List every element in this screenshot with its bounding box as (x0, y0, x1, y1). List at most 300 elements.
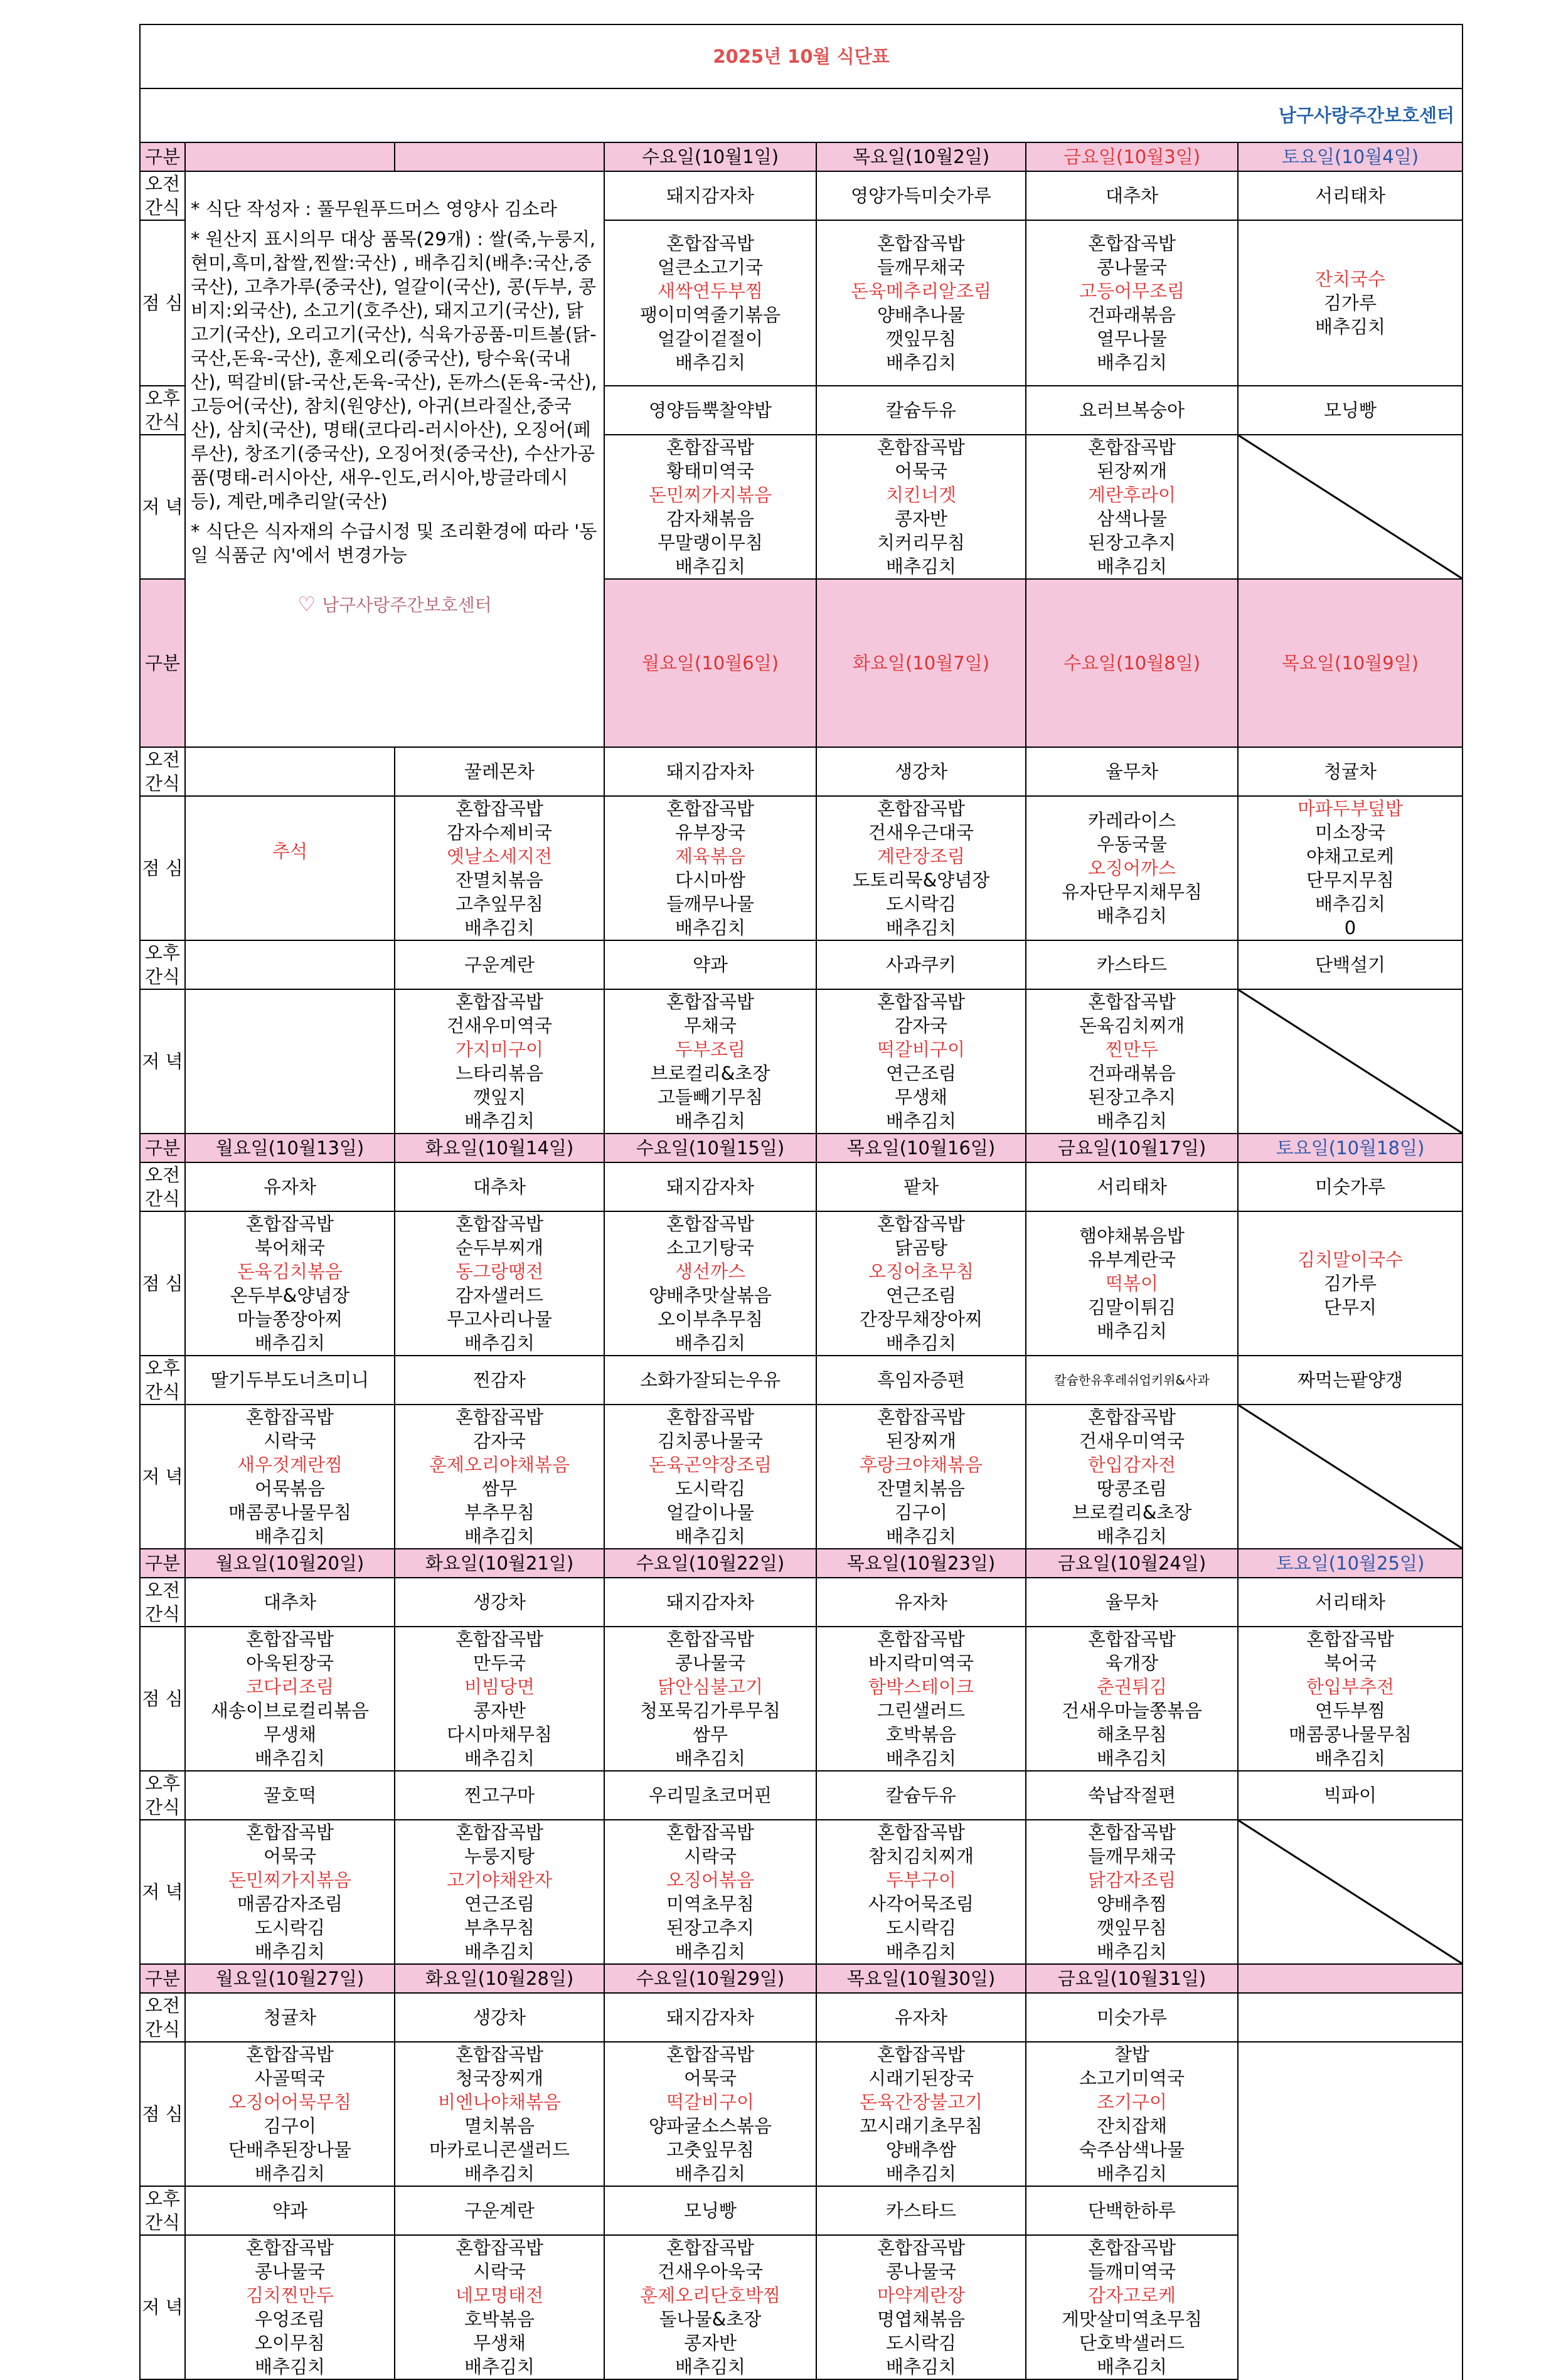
menu-item: 혼합잡곡밥 (455, 2237, 544, 2258)
menu-item: 멸치볶음 (464, 2115, 535, 2137)
menu-item: 배추김치 (885, 1748, 957, 1769)
menu-item: 혼합잡곡밥 (455, 1822, 544, 1843)
center-name: 남구사랑주간보호센터 (140, 88, 1463, 142)
menu-item: 유부장국 (674, 822, 746, 843)
menu-item: 코다리조림 (245, 1676, 334, 1697)
menu-item: 콩자반 (472, 1700, 526, 1721)
day-header: 수요일(10월29일) (604, 1964, 816, 1993)
menu-item: 청국장찌개 (455, 2068, 544, 2089)
menu-item: 연두부찜 (1315, 1700, 1386, 1721)
menu-item: 떡갈비구이 (877, 1039, 966, 1060)
menu-item: 양배추나물 (877, 304, 966, 326)
day-header: 화요일(10월14일) (395, 1134, 604, 1162)
menu-item: 오징어초무침 (868, 1261, 974, 1282)
menu-item: 김가루 (1324, 292, 1377, 314)
afternoon-snack-cell: 사과쿠키 (816, 940, 1026, 989)
lunch-cell (185, 1627, 395, 1771)
menu-item: 매콤콩나물무침 (228, 1502, 352, 1523)
menu-item: 배추김치 (464, 1332, 535, 1354)
menu-item: 고추잎무침 (455, 893, 544, 915)
center-logo-text: 남구사랑주간보호센터 (322, 595, 492, 615)
afternoon-snack-cell: 칼슘두유 (816, 1771, 1026, 1820)
menu-item: 온두부&양념장 (230, 1285, 350, 1306)
dinner-cell (604, 1405, 816, 1549)
lunch-cell (816, 1627, 1026, 1771)
menu-item: 아욱된장국 (245, 1652, 334, 1674)
menu-item: 해초무침 (1096, 1724, 1168, 1745)
menu-item: 시락국 (263, 1430, 317, 1452)
menu-item: 오징어까스 (1087, 858, 1176, 879)
row-label: 오후 간식 (140, 2186, 185, 2235)
row-label: 오후 간식 (140, 386, 185, 435)
row-label: 구분 (140, 1964, 185, 1993)
menu-item: 잔멸치볶음 (455, 869, 544, 891)
day-header: 월요일(10월13일) (185, 1134, 395, 1162)
menu-item: 다시마채무침 (446, 1724, 553, 1745)
dinner-cell (1026, 2235, 1238, 2379)
menu-item: 배추김치 (1096, 1526, 1168, 1547)
menu-item: 혼합잡곡밥 (877, 1213, 966, 1235)
day-header: 금요일(10월17일) (1026, 1134, 1238, 1162)
morning-snack-cell: 생강차 (395, 1993, 604, 2042)
menu-item: 혼합잡곡밥 (245, 2044, 334, 2065)
menu-table-body (140, 24, 1463, 2379)
menu-item: 브로컬리&초장 (650, 1063, 770, 1084)
menu-item: 호박볶음 (464, 2308, 535, 2330)
afternoon-snack-cell: 모닝빵 (604, 2186, 816, 2235)
menu-item: 도시락김 (885, 1917, 957, 1938)
menu-item: 훈제오리단호박찜 (639, 2285, 781, 2306)
menu-item: 북어채국 (254, 1237, 326, 1258)
menu-item: 도시락김 (885, 2332, 957, 2354)
dinner-cell (185, 1405, 395, 1549)
menu-item: 무채국 (683, 1015, 737, 1036)
dinner-cell (604, 1820, 816, 1964)
menu-item: 배추김치 (674, 1332, 746, 1354)
menu-item: 배추김치 (1096, 2356, 1168, 2377)
menu-item: 감자샐러드 (455, 1285, 544, 1306)
afternoon-snack-cell: 카스타드 (1026, 940, 1238, 989)
day-header (395, 142, 604, 171)
menu-item: 배추김치 (1315, 1748, 1386, 1769)
menu-item: 건새우미역국 (446, 1015, 553, 1036)
afternoon-snack-cell: 모닝빵 (1238, 386, 1463, 435)
menu-item: 감자채볶음 (666, 508, 755, 529)
morning-snack-cell: 돼지감자차 (604, 1162, 816, 1211)
menu-item: 배추김치 (674, 352, 746, 373)
menu-item: 순두부찌개 (455, 1237, 544, 1258)
day-header: 토요일(10월4일) (1238, 142, 1463, 171)
menu-item: 떡볶이 (1105, 1273, 1159, 1294)
menu-item: 연근조림 (885, 1285, 957, 1306)
morning-snack-cell: 청귤차 (185, 1993, 395, 2042)
day-header: 목요일(10월16일) (816, 1134, 1026, 1162)
menu-item: 추석 (272, 841, 308, 862)
menu-item: 감자국 (894, 1015, 948, 1036)
day-header: 월요일(10월27일) (185, 1964, 395, 1993)
dinner-cell (395, 1820, 604, 1964)
menu-item: 배추김치 (1315, 893, 1386, 915)
menu-item: 얼큰소고기국 (657, 257, 764, 278)
morning-snack-cell: 서리태차 (1238, 1578, 1463, 1627)
menu-item: 미역초무침 (666, 1893, 755, 1915)
morning-snack-row (140, 1993, 1463, 2042)
day-header: 금요일(10월31일) (1026, 1964, 1238, 1993)
morning-snack-cell: 청귤차 (1238, 747, 1463, 796)
lunch-cell (604, 220, 816, 386)
menu-item: 고등어무조림 (1079, 280, 1185, 302)
menu-item: 게맛살미역초무침 (1061, 2308, 1203, 2330)
menu-item: 북어국 (1324, 1652, 1377, 1674)
menu-item: 혼합잡곡밥 (666, 2237, 755, 2258)
center-logo (191, 592, 599, 617)
menu-item: 숙주삼색나물 (1079, 2139, 1185, 2160)
row-label: 오전 간식 (140, 1162, 185, 1211)
lunch-row (140, 1627, 1463, 1771)
afternoon-snack-cell: 카스타드 (816, 2186, 1026, 2235)
afternoon-snack-cell: 우리밀초코머핀 (604, 1771, 816, 1820)
afternoon-snack-cell: 약과 (185, 2186, 395, 2235)
heart-icon: ♡ (297, 592, 322, 616)
menu-item: 김치말이국수 (1297, 1249, 1404, 1270)
dinner-cell (1238, 435, 1463, 579)
day-header: 수요일(10월8일) (1026, 579, 1238, 747)
dinner-cell (1238, 1820, 1463, 1964)
menu-item: 배추김치 (1096, 2163, 1168, 2184)
menu-item: 혼합잡곡밥 (245, 2237, 334, 2258)
morning-snack-cell: 유자차 (816, 1993, 1026, 2042)
note-change: * 식단은 식자재의 수급시정 및 조리환경에 따라 '동일 식품군 內'에서 변경가능 (191, 521, 597, 566)
menu-item: 제육볶음 (674, 846, 746, 867)
dinner-cell (1026, 1820, 1238, 1964)
menu-item: 훈제오리야채볶음 (429, 1454, 570, 1475)
menu-item: 혼합잡곡밥 (877, 798, 966, 819)
menu-item: 도시락김 (674, 1478, 746, 1499)
menu-item: 마파두부덮밥 (1297, 798, 1404, 819)
row-label: 오후 간식 (140, 1771, 185, 1820)
menu-item: 단무지무침 (1306, 869, 1395, 891)
lunch-cell (1238, 1211, 1463, 1356)
dinner-cell (185, 1820, 395, 1964)
lunch-cell (1026, 1627, 1238, 1771)
menu-item: 배추김치 (885, 1332, 957, 1354)
menu-item: 잔치국수 (1315, 268, 1386, 290)
morning-snack-cell: 대추차 (185, 1578, 395, 1627)
lunch-cell (816, 1211, 1026, 1356)
menu-item: 배추김치 (1096, 1110, 1168, 1132)
menu-item: 닭안심불고기 (657, 1676, 764, 1697)
menu-item: 배추김치 (464, 1110, 535, 1132)
menu-item: 배추김치 (885, 2356, 957, 2377)
dinner-cell (604, 989, 816, 1134)
menu-item: 배추김치 (674, 1526, 746, 1547)
menu-item: 오이부추무침 (657, 1309, 764, 1330)
menu-item: 배추김치 (885, 1110, 957, 1132)
menu-item: 돈육메추리알조림 (850, 280, 992, 302)
menu-item: 유부계란국 (1087, 1249, 1176, 1270)
dinner-cell (816, 435, 1026, 579)
menu-item: 건새우아욱국 (657, 2261, 764, 2282)
menu-item: 혼합잡곡밥 (455, 1628, 544, 1650)
menu-item: 혼합잡곡밥 (877, 2044, 966, 2065)
menu-item: 돌나물&초장 (659, 2308, 762, 2330)
menu-item: 유자단무지채무침 (1061, 881, 1203, 903)
menu-item: 배추김치 (464, 2356, 535, 2377)
dinner-cell (395, 1405, 604, 1549)
menu-item: 혼합잡곡밥 (455, 1406, 544, 1428)
lunch-cell (1238, 1627, 1463, 1771)
menu-item: 오징어어묵무침 (228, 2091, 352, 2113)
menu-item: 배추김치 (254, 1332, 326, 1354)
menu-item: 배추김치 (674, 917, 746, 938)
morning-snack-cell (185, 747, 395, 796)
menu-item: 돈육곤약장조림 (648, 1454, 772, 1475)
menu-item: 두부조림 (674, 1039, 746, 1060)
morning-snack-cell: 대추차 (1026, 171, 1238, 220)
menu-item: 혼합잡곡밥 (877, 437, 966, 458)
menu-item: 건파래볶음 (1087, 1063, 1176, 1084)
menu-item: 쌈무 (481, 1478, 518, 1499)
menu-item: 배추김치 (885, 1526, 957, 1547)
afternoon-snack-cell: 단백설기 (1238, 940, 1463, 989)
menu-item: 생선까스 (674, 1261, 746, 1282)
menu-item: 동그랑땡전 (455, 1261, 544, 1282)
menu-item: 양파굴소스볶음 (648, 2115, 772, 2137)
menu-item: 느타리볶음 (455, 1063, 544, 1084)
dinner-cell (395, 989, 604, 1134)
morning-snack-cell: 대추차 (395, 1162, 604, 1211)
dinner-row (140, 2235, 1463, 2379)
menu-item: 혼합잡곡밥 (666, 437, 755, 458)
row-label: 점 심 (140, 796, 185, 940)
menu-item: 혼합잡곡밥 (666, 233, 755, 254)
menu-item: 돈육김치볶음 (237, 1261, 343, 1282)
row-label: 오전 간식 (140, 171, 185, 220)
afternoon-snack-cell (185, 940, 395, 989)
day-header: 금요일(10월3일) (1026, 142, 1238, 171)
menu-item: 혼합잡곡밥 (245, 1213, 334, 1235)
afternoon-snack-cell: 칼슘한유후레쉬업키위&사과 (1026, 1356, 1238, 1405)
morning-snack-cell: 미숫가루 (1238, 1162, 1463, 1211)
menu-item: 콩자반 (894, 508, 948, 529)
lunch-cell (816, 796, 1026, 940)
morning-snack-cell: 생강차 (395, 1578, 604, 1627)
menu-item: 양배추찜 (1096, 1893, 1168, 1915)
menu-item: 고춧잎무침 (666, 2139, 755, 2160)
menu-item: 얼갈이나물 (666, 1502, 755, 1523)
menu-item: 두부구이 (885, 1869, 957, 1891)
morning-snack-cell: 영양가득미숫가루 (816, 171, 1026, 220)
row-label: 점 심 (140, 1211, 185, 1356)
afternoon-snack-cell: 약과 (604, 940, 816, 989)
menu-item: 도시락김 (885, 893, 957, 915)
menu-item: 된장고추지 (666, 1917, 755, 1938)
menu-item: 혼합잡곡밥 (666, 1628, 755, 1650)
menu-item: 배추김치 (674, 1110, 746, 1132)
afternoon-snack-cell: 소화가잘되는우유 (604, 1356, 816, 1405)
dinner-cell (604, 435, 816, 579)
note-origin: * 원산지 표시의무 대상 품목(29개) : 쌀(죽,누룽지,현미,흑미,찹쌀,찐쌀:국산) , 배추김치(배추:국산,중국산), 고추가루(중국산), 얼갈이(국산), 콩(두부, 콩비지:외국산), 소고기(호주산), 돼지고기(국산), 닭고기(국산), 오리고기(국산), 식육가공품-미트볼(닭-국산,돈육-국산), 훈제오리(중국산), 탕수육(국내산), 떡갈비(닭-국산,돈육-국산), 돈까스(돈육-국산), 고등어(국산), 참치(원양산), 아귀(브라질산,중국산), 삼치(국산), 명태(코다리-러시아산), 오징어(페루산), 창조기(중국산), 오징어젓(중국산), 수산가공품(명태-러시아산, 새우-인도,러시아,방글라데시 등), 계란,메추리알(국산) (191, 228, 597, 512)
menu-item: 가지미구이 (455, 1039, 544, 1060)
menu-item: 야채고로케 (1306, 846, 1395, 867)
menu-item: 콩자반 (683, 2332, 737, 2354)
menu-item: 계란후라이 (1087, 484, 1176, 506)
morning-snack-cell: 팥차 (816, 1162, 1026, 1211)
menu-item: 황태미역국 (666, 460, 755, 482)
afternoon-snack-cell: 빅파이 (1238, 1771, 1463, 1820)
menu-item: 혼합잡곡밥 (666, 1406, 755, 1428)
day-header: 토요일(10월25일) (1238, 1549, 1463, 1578)
morning-snack-row (140, 747, 1463, 796)
menu-item: 쌈무 (692, 1724, 728, 1745)
menu-item: 혼합잡곡밥 (666, 1822, 755, 1843)
menu-item: 들깨무채국 (877, 257, 966, 278)
menu-item: 배추김치 (464, 1748, 535, 1769)
day-header: 월요일(10월20일) (185, 1549, 395, 1578)
menu-item: 들깨무채국 (1087, 1846, 1176, 1867)
menu-item: 돈육김치찌개 (1079, 1015, 1185, 1036)
afternoon-snack-cell: 구운계란 (395, 940, 604, 989)
row-label: 점 심 (140, 2042, 185, 2186)
afternoon-snack-cell: 구운계란 (395, 2186, 604, 2235)
menu-item: 그린샐러드 (877, 1700, 966, 1721)
menu-item: 혼합잡곡밥 (1087, 1628, 1176, 1650)
menu-item: 우동국물 (1096, 834, 1168, 855)
menu-item: 한입부추전 (1306, 1676, 1395, 1697)
lunch-cell (1238, 796, 1463, 940)
menu-item: 혼합잡곡밥 (666, 2044, 755, 2065)
menu-item: 열무나물 (1096, 328, 1168, 349)
menu-item: 김가루 (1324, 1273, 1377, 1294)
menu-item: 연근조림 (464, 1893, 535, 1915)
dinner-cell (1238, 1405, 1463, 1549)
morning-snack-cell: 생강차 (816, 747, 1026, 796)
menu-item: 어묵국 (263, 1846, 317, 1867)
day-header: 수요일(10월22일) (604, 1549, 816, 1578)
menu-item: 닭곰탕 (894, 1237, 948, 1258)
menu-item: 떡갈비구이 (666, 2091, 755, 2113)
menu-item: 간장무채장아찌 (859, 1309, 983, 1330)
menu-item: 배추김치 (1096, 556, 1168, 577)
menu-item: 사골떡국 (254, 2068, 326, 2089)
menu-item: 양배추맛살볶음 (648, 1285, 772, 1306)
menu-item: 혼합잡곡밥 (245, 1822, 334, 1843)
menu-item: 어묵국 (683, 2068, 737, 2089)
lunch-cell (1026, 1211, 1238, 1356)
morning-snack-cell: 돼지감자차 (604, 747, 816, 796)
morning-snack-cell: 돼지감자차 (604, 1578, 816, 1627)
menu-item: 혼합잡곡밥 (1087, 991, 1176, 1012)
lunch-cell (604, 1627, 816, 1771)
menu-item: 감자고로케 (1087, 2285, 1176, 2306)
row-label: 저 녁 (140, 1405, 185, 1549)
menu-item: 배추김치 (254, 1941, 326, 1962)
lunch-cell (816, 220, 1026, 386)
day-header (1238, 1964, 1463, 1993)
lunch-row (140, 2042, 1463, 2186)
menu-item: 새송이브로컬리볶음 (210, 1700, 370, 1721)
dinner-cell (1238, 989, 1463, 1134)
menu-item: 삼색나물 (1096, 508, 1168, 529)
menu-item: 땅콩조림 (1096, 1478, 1168, 1499)
morning-snack-cell: 서리태차 (1238, 171, 1463, 220)
menu-item: 혼합잡곡밥 (1087, 437, 1176, 458)
menu-item: 혼합잡곡밥 (877, 1822, 966, 1843)
menu-item: 깻잎지 (472, 1086, 526, 1108)
menu-item: 무생채 (472, 2332, 526, 2354)
morning-snack-row (140, 171, 1463, 220)
menu-item: 단무지 (1324, 1297, 1377, 1318)
morning-snack-cell: 율무차 (1026, 1578, 1238, 1627)
menu-item: 배추김치 (674, 2163, 746, 2184)
menu-item: 감자국 (472, 1430, 526, 1452)
menu-item: 누룽지탕 (464, 1846, 535, 1867)
menu-item: 콩나물국 (254, 2261, 326, 2282)
menu-item: 들깨미역국 (1087, 2261, 1176, 2282)
menu-item: 돈육간장불고기 (859, 2091, 983, 2113)
menu-item: 배추김치 (1096, 352, 1168, 373)
menu-item: 혼합잡곡밥 (245, 1406, 334, 1428)
menu-item: 건새우마늘쫑볶음 (1061, 1700, 1203, 1721)
day-header: 화요일(10월21일) (395, 1549, 604, 1578)
menu-sheet (139, 24, 1462, 2380)
afternoon-snack-row (140, 1356, 1463, 1405)
row-label: 오후 간식 (140, 1356, 185, 1405)
dinner-row (140, 1820, 1463, 1964)
row-label: 오전 간식 (140, 747, 185, 796)
lunch-row (140, 796, 1463, 940)
menu-item: 배추김치 (674, 2356, 746, 2377)
week-header-row (140, 1964, 1463, 1993)
menu-item: 배추김치 (1096, 1748, 1168, 1769)
menu-item: 혼합잡곡밥 (455, 1213, 544, 1235)
row-label: 점 심 (140, 220, 185, 386)
menu-item: 배추김치 (1315, 316, 1386, 337)
dinner-cell (185, 989, 395, 1134)
menu-item: 바지락미역국 (868, 1652, 974, 1674)
afternoon-snack-cell: 짜먹는팥양갱 (1238, 1356, 1463, 1405)
menu-item: 어묵볶음 (254, 1478, 326, 1499)
day-header: 수요일(10월1일) (604, 142, 816, 171)
menu-item: 혼합잡곡밥 (1087, 233, 1176, 254)
afternoon-snack-cell: 쑥납작절편 (1026, 1771, 1238, 1820)
menu-item: 김구이 (263, 2115, 317, 2137)
menu-item: 김치찐만두 (245, 2285, 334, 2306)
afternoon-snack-row (140, 940, 1463, 989)
menu-item: 콩나물국 (885, 2261, 957, 2282)
menu-item: 만두국 (472, 1652, 526, 1674)
menu-item: 찐만두 (1105, 1039, 1159, 1060)
menu-item: 시락국 (683, 1846, 737, 1867)
menu-item: 혼합잡곡밥 (455, 991, 544, 1012)
menu-item: 치킨너겟 (885, 484, 957, 506)
lunch-cell (604, 2042, 816, 2186)
afternoon-snack-cell: 영양듬뿍찰약밥 (604, 386, 816, 435)
menu-item: 혼합잡곡밥 (666, 1213, 755, 1235)
menu-item: 배추김치 (254, 1748, 326, 1769)
menu-item: 도시락김 (254, 1917, 326, 1938)
menu-item: 배추김치 (464, 1941, 535, 1962)
menu-item: 새우젓계란찜 (237, 1454, 343, 1475)
dinner-cell (395, 2235, 604, 2379)
menu-item: 다시마쌈 (674, 869, 746, 891)
lunch-cell (1026, 220, 1238, 386)
menu-item: 부추무침 (464, 1917, 535, 1938)
menu-item: 들깨무나물 (666, 893, 755, 915)
menu-item: 된장고추지 (1087, 1086, 1176, 1108)
menu-item: 돈민찌가지볶음 (648, 484, 772, 506)
morning-snack-cell: 유자차 (185, 1162, 395, 1211)
